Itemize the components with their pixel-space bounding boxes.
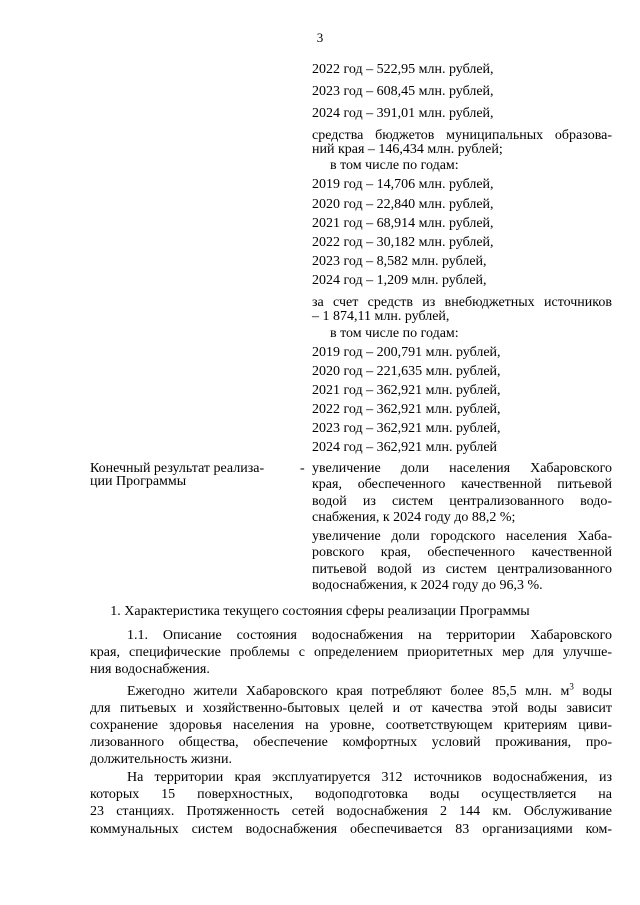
result-line: водоснабжения, к 2024 году до 96,3 %. xyxy=(312,578,543,593)
paragraph-line: На территории края эксплуатируется 312 источников водоснабжения, из xyxy=(127,770,612,785)
municipal-budget-total: ний края – 146,434 млн. рублей; xyxy=(312,142,503,157)
paragraph-line: лизованного общества, обеспечение комфортных условий проживания, про- xyxy=(90,735,612,750)
paragraph-line: 23 станциях. Протяженность сетей водоснабжения 2 144 км. Обслуживание xyxy=(90,804,612,819)
section-heading: 1. Характеристика текущего состояния сферы реализации Программы xyxy=(110,604,530,619)
extrabudget-year-line: 2024 год – 362,921 млн. рублей xyxy=(312,440,498,455)
result-line: водой из систем централизованного водо- xyxy=(312,494,612,509)
paragraph-line: края, специфические проблемы с определением приоритетных мер для улучше- xyxy=(90,645,612,660)
paragraph-line: коммунальных систем водоснабжения обеспечивается 83 организациями ком- xyxy=(90,822,612,837)
paragraph-line: должительность жизни. xyxy=(90,752,233,767)
extrabudget-year-line: 2021 год – 362,921 млн. рублей, xyxy=(312,383,501,398)
page-number: 3 xyxy=(316,30,324,45)
final-result-label-line: ции Программы xyxy=(90,474,187,489)
financing-line: 2024 год – 391,01 млн. рублей, xyxy=(312,106,494,121)
result-line: края, обеспеченного качественной питьевой xyxy=(312,477,612,492)
result-line: ровского края, обеспеченного качественной xyxy=(312,545,612,560)
financing-line: 2023 год – 608,45 млн. рублей, xyxy=(312,84,494,99)
paragraph-text: воды xyxy=(573,684,612,699)
result-line: снабжения, к 2024 году до 88,2 %; xyxy=(312,510,516,525)
financing-line: 2022 год – 522,95 млн. рублей, xyxy=(312,62,494,77)
municipal-budget-line: средства бюджетов муниципальных образова- xyxy=(312,128,612,143)
result-line: увеличение доли населения Хабаровского xyxy=(312,461,612,476)
paragraph-line: ния водоснабжения. xyxy=(90,662,210,677)
municipal-year-line: 2024 год – 1,209 млн. рублей, xyxy=(312,273,487,288)
extrabudget-total: – 1 874,11 млн. рублей, xyxy=(312,309,450,324)
by-years-label: в том числе по годам: xyxy=(330,326,459,341)
superscript: 3 xyxy=(569,681,574,692)
extrabudget-line: за счет средств из внебюджетных источников xyxy=(312,295,612,310)
paragraph-line: которых 15 поверхностных, водоподготовка воды осуществляется на xyxy=(90,787,612,802)
municipal-year-line: 2022 год – 30,182 млн. рублей, xyxy=(312,235,494,250)
result-line: питьевой водой из систем централизованного xyxy=(312,562,612,577)
extrabudget-year-line: 2020 год – 221,635 млн. рублей, xyxy=(312,364,501,379)
paragraph-line: сохранение здоровья населения на уровне, соответствующем критериям циви- xyxy=(90,718,612,733)
municipal-year-line: 2023 год – 8,582 млн. рублей, xyxy=(312,254,487,269)
final-result-label-line: Конечный результат реализа- xyxy=(90,461,265,476)
result-line: увеличение доли городского населения Хаба- xyxy=(312,529,612,544)
municipal-year-line: 2021 год – 68,914 млн. рублей, xyxy=(312,216,494,231)
paragraph-text: Ежегодно жители Хабаровского края потребляют более 85,5 млн. м xyxy=(127,684,570,699)
extrabudget-year-line: 2019 год – 200,791 млн. рублей, xyxy=(312,345,501,360)
table-dash: - xyxy=(300,461,305,476)
municipal-year-line: 2019 год – 14,706 млн. рублей, xyxy=(312,177,494,192)
extrabudget-year-line: 2022 год – 362,921 млн. рублей, xyxy=(312,402,501,417)
municipal-year-line: 2020 год – 22,840 млн. рублей, xyxy=(312,197,494,212)
extrabudget-year-line: 2023 год – 362,921 млн. рублей, xyxy=(312,421,501,436)
paragraph-line: 1.1. Описание состояния водоснабжения на территории Хабаровского xyxy=(127,628,612,643)
by-years-label: в том числе по годам: xyxy=(330,158,459,173)
paragraph-line xyxy=(127,681,612,700)
paragraph-line: для питьевых и хозяйственно-бытовых целей и от качества этой воды зависит xyxy=(90,701,612,716)
